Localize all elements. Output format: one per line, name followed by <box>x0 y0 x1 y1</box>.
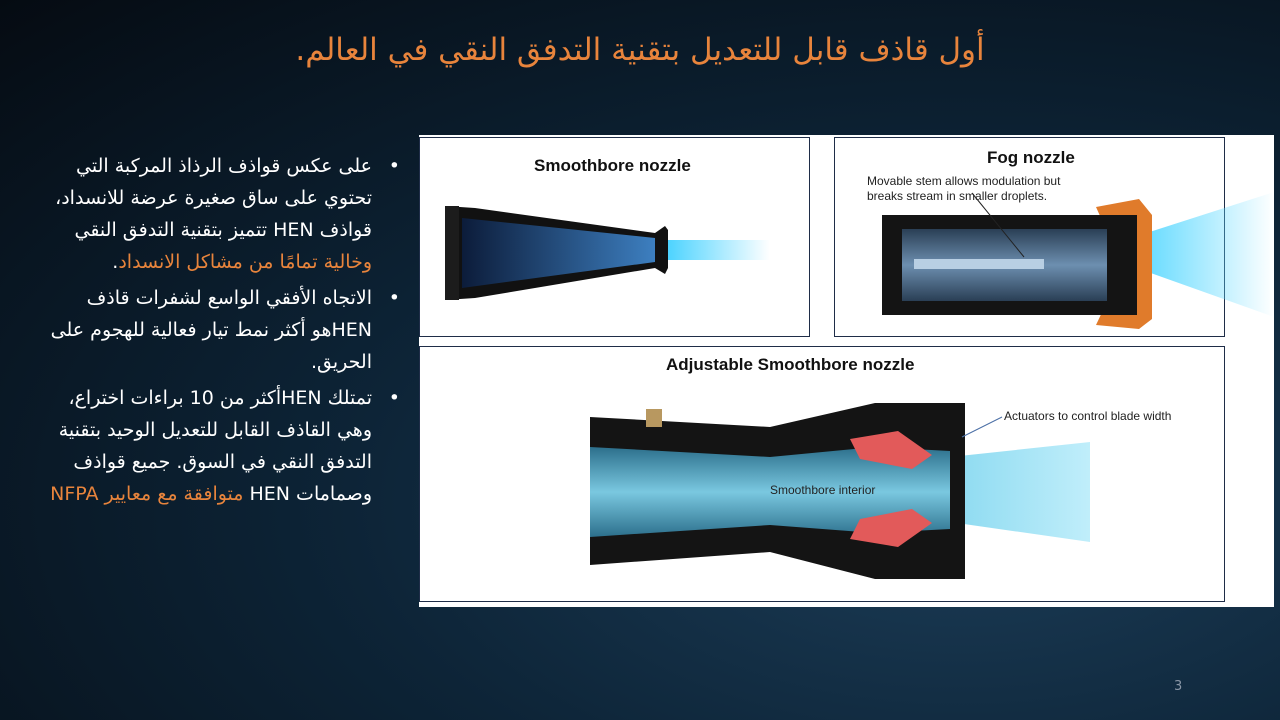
bullet-marker: • <box>388 155 400 177</box>
bullet-text: تمتلك HENأكثر من 10 براءات اختراع، وهي القاذف القابل للتعديل الوحيد بتقنية التدفق النقي في السوق. جميع قواذف وصمامات HEN <box>58 387 372 505</box>
nozzle-comparison-figure <box>419 135 1274 607</box>
adjustable-panel <box>419 346 1225 602</box>
fog-note-line1: Movable stem allows modulation but <box>867 174 1061 188</box>
adjustable-nozzle-illustration <box>420 347 1226 603</box>
interior-label: Smoothbore interior <box>770 483 876 497</box>
bullet-highlight: وخالية تمامًا من مشاكل الانسداد <box>118 251 372 273</box>
bullet-tail: . <box>112 251 119 273</box>
slide-number: 3 <box>1174 679 1183 694</box>
bullet-text: على عكس قواذف الرذاذ المركبة التي تحتوي على ساق صغيرة عرضة للانسداد، قواذف HEN تتميز بتقنية التدفق النقي <box>55 155 372 241</box>
slide-title: أول قاذف قابل للتعديل بتقنية التدفق النقي في العالم. <box>295 32 985 68</box>
smoothbore-title: Smoothbore nozzle <box>534 156 691 175</box>
bullet-text: الاتجاه الأفقي الواسع لشفرات قاذف HENهو أكثر نمط تيار فعالية للهجوم على الحريق. <box>50 287 372 373</box>
adjustable-title: Adjustable Smoothbore nozzle <box>666 355 915 374</box>
smoothbore-panel <box>419 137 810 337</box>
fog-nozzle-illustration <box>834 137 1274 337</box>
bullet-item <box>40 282 400 378</box>
fog-note-line2: breaks stream in smaller droplets. <box>867 189 1048 203</box>
bullet-highlight: متوافقة مع معايير NFPA <box>50 483 244 505</box>
bullet-marker: • <box>388 387 400 409</box>
bullet-list <box>40 150 400 514</box>
bullet-item <box>40 150 400 278</box>
bullet-marker: • <box>388 287 400 309</box>
bullet-item <box>40 382 400 510</box>
fog-title: Fog nozzle <box>987 148 1075 167</box>
smoothbore-nozzle-illustration <box>420 138 811 338</box>
actuator-note: Actuators to control blade width <box>1004 409 1172 423</box>
